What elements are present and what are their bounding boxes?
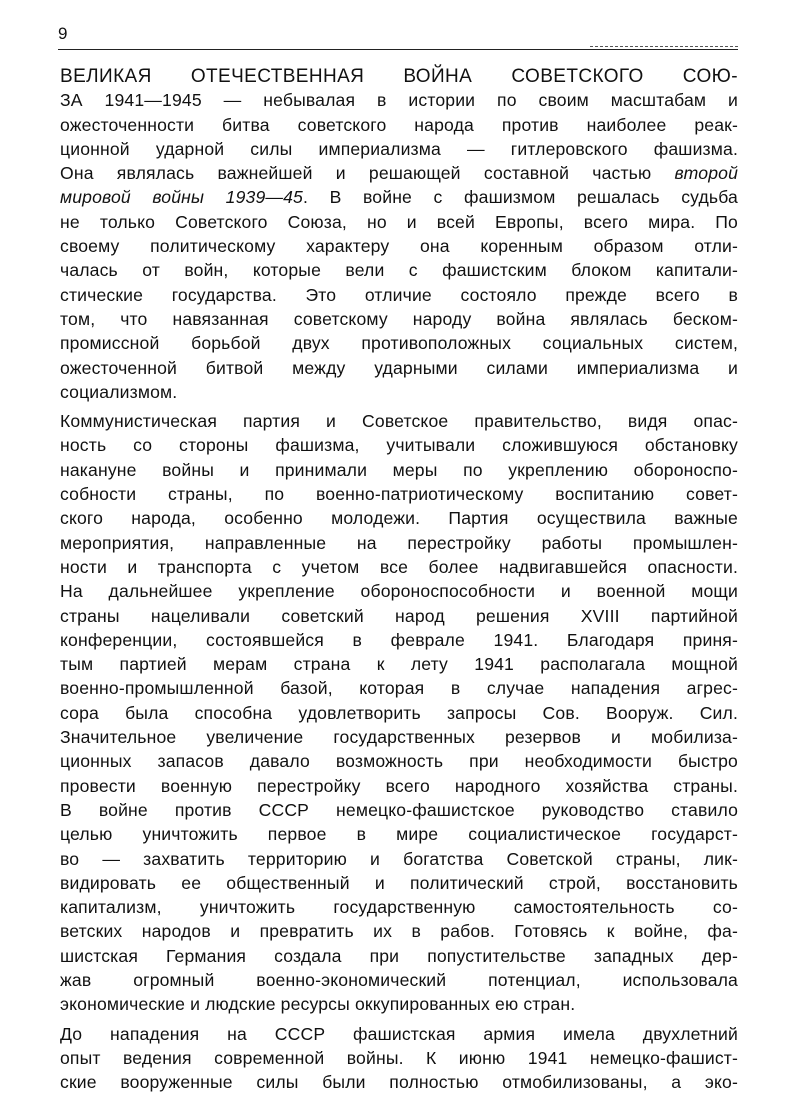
text-line [60, 409, 738, 433]
text-line [60, 604, 738, 628]
line-text: промиссной борьбой двух противоположных социальных систем, [60, 333, 738, 354]
text-line [60, 798, 738, 822]
text-line [60, 1022, 738, 1046]
header-rule-tail [590, 46, 738, 47]
line-text: жав огромный военно-экономический потенциал, использовала [60, 969, 738, 990]
text-line [60, 531, 738, 555]
line-text: опыт ведения современной войны. К июню 1941 немецко-фашист- [60, 1047, 738, 1068]
text-line [60, 676, 738, 700]
line-text: ожесточенной битвой между ударными силами империализма и [60, 357, 738, 378]
line-text: До нападения на СССР фашистская армия имела двухлетний [60, 1023, 738, 1044]
line-text: конференции, состоявшейся в феврале 1941. Благодаря приня- [60, 629, 738, 650]
line-text: ЗА 1941—1945 — небывалая в истории по своим масштабам и [60, 90, 738, 111]
line-text: экономические и людские ресурсы оккупированных ею стран. [60, 994, 576, 1015]
line-text: ского народа, особенно молодежи. Партия осуществила важные [60, 508, 738, 529]
line-text: ность со стороны фашизма, учитывали сложившуюся обстановку [60, 435, 738, 456]
line-text: во — захватить территорию и богатства Советской страны, лик- [60, 848, 738, 869]
line-text: капитализм, уничтожить государственную самостоятельность со- [60, 897, 738, 918]
text-line [60, 871, 738, 895]
text-line [60, 356, 738, 380]
line-text: военно-промышленной базой, которая в случае нападения агрес- [60, 678, 738, 699]
text-line [60, 234, 738, 258]
line-text: стические государства. Это отличие состояло прежде всего в [60, 284, 738, 305]
text-line [60, 458, 738, 482]
text-line [60, 88, 738, 112]
text-line [60, 258, 738, 282]
text-line [60, 919, 738, 943]
line-text: сора была способна удовлетворить запросы Сов. Вооруж. Сил. [60, 702, 738, 723]
line-text: На дальнейшее укрепление обороноспособности и военной мощи [60, 581, 738, 602]
header-rule [58, 49, 738, 50]
text-line [60, 137, 738, 161]
text-line [60, 307, 738, 331]
line-text: накануне войны и принимали меры по укреплению обороноспо- [60, 459, 738, 480]
line-text: Она являлась важнейшей и решающей составной частью [60, 163, 675, 184]
text-line [60, 968, 738, 992]
cross-reference: мировой войны 1939—45 [60, 187, 303, 208]
text-line [60, 579, 738, 603]
text-line [60, 210, 738, 234]
text-line [60, 992, 738, 1016]
line-text: том, что навязанная советскому народу война являлась беском- [60, 308, 738, 329]
text-line [60, 944, 738, 968]
line-text: мероприятия, направленные на перестройку работы промышлен- [60, 532, 738, 553]
article-body [60, 64, 738, 1094]
text-line [60, 331, 738, 355]
line-text: тым партией мерам страна к лету 1941 располагала мощной [60, 654, 738, 675]
text-line [60, 895, 738, 919]
line-text: ские вооруженные силы были полностью отмобилизованы, а эко- [60, 1072, 738, 1093]
line-text: не только Советского Союза, но и всей Европы, всего мира. По [60, 211, 738, 232]
text-line [60, 701, 738, 725]
line-text: видировать ее общественный и политический строй, восстановить [60, 872, 738, 893]
line-text: своему политическому характеру она коренным образом отли- [60, 236, 738, 257]
text-line [60, 725, 738, 749]
text-line [60, 64, 738, 88]
line-text: социализмом. [60, 381, 178, 402]
text-line [60, 1070, 738, 1094]
line-text: собности страны, по военно-патриотическому воспитанию совет- [60, 484, 738, 505]
line-text: В войне против СССР немецко-фашистское руководство ставило [60, 799, 738, 820]
text-line [60, 113, 738, 137]
text-line [60, 433, 738, 457]
line-text: целью уничтожить первое в мире социалистическое государст- [60, 824, 738, 845]
line-text: ционной ударной силы империализма — гитлеровского фашизма. [60, 138, 738, 159]
line-text: ветских народов и превратить их в рабов. Готовясь к войне, фа- [60, 921, 738, 942]
line-text: ности и транспорта с учетом все более надвигавшейся опасности. [60, 556, 738, 577]
line-text: Коммунистическая партия и Советское правительство, видя опас- [60, 411, 738, 432]
text-line [60, 482, 738, 506]
line-text: провести военную перестройку всего народного хозяйства страны. [60, 775, 738, 796]
line-text: ционных запасов давало возможность при необходимости быстро [60, 751, 738, 772]
article-headword: ВЕЛИКАЯ ОТЕЧЕСТВЕННАЯ ВОЙНА СОВЕТСКОГО СОЮ- [60, 66, 738, 87]
line-text: . В войне с фашизмом решалась судьба [303, 187, 738, 208]
text-line [60, 652, 738, 676]
line-text: ожесточенности битва советского народа против наиболее реак- [60, 114, 738, 135]
text-line [60, 161, 738, 185]
text-line [60, 555, 738, 579]
text-line [60, 283, 738, 307]
text-line [60, 185, 738, 209]
line-text: шистская Германия создала при попустительстве западных дер- [60, 945, 738, 966]
text-line [60, 628, 738, 652]
line-text: Значительное увеличение государственных резервов и мобилиза- [60, 727, 738, 748]
text-line [60, 1046, 738, 1070]
text-line [60, 774, 738, 798]
line-text: страны нацеливали советский народ решения XVIII партийной [60, 605, 738, 626]
line-text: чалась от войн, которые вели с фашистским блоком капитали- [60, 260, 738, 281]
text-line [60, 749, 738, 773]
text-line [60, 822, 738, 846]
text-line [60, 380, 738, 404]
text-line [60, 506, 738, 530]
page-number: 9 [58, 24, 68, 43]
cross-reference: второй [674, 163, 738, 184]
text-line [60, 847, 738, 871]
